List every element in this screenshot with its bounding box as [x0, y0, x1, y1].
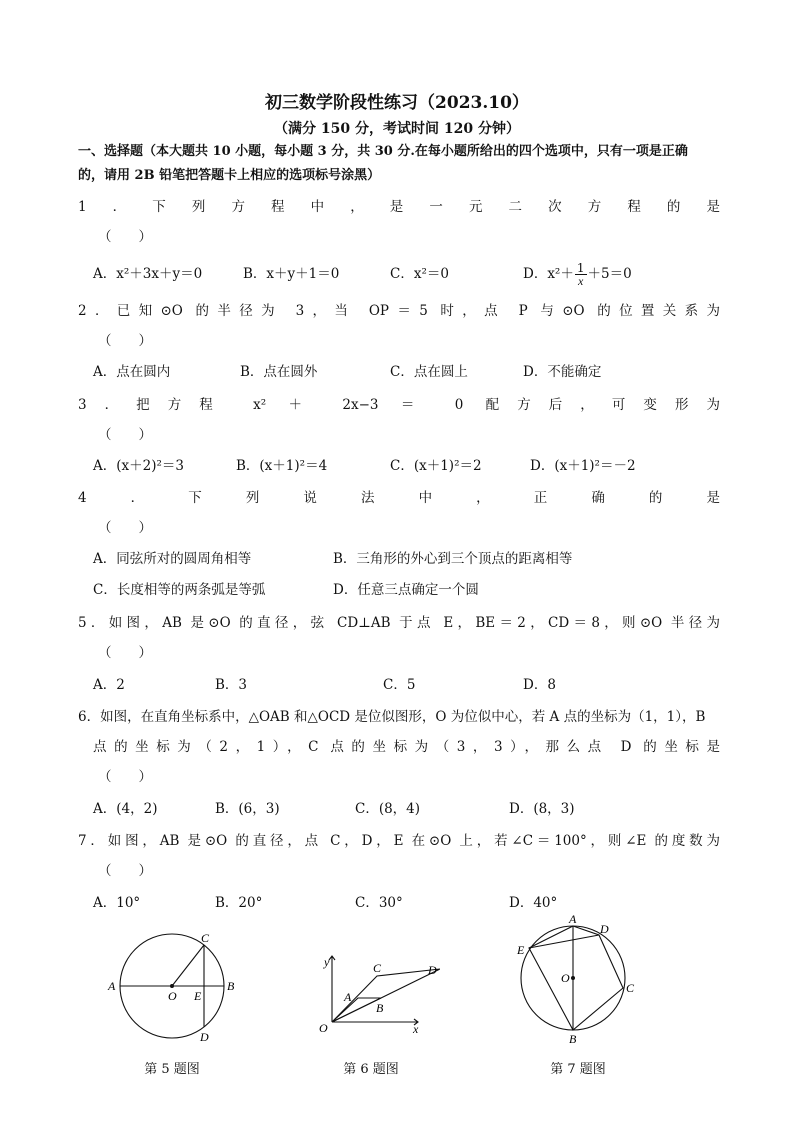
- question-5-option-d: D．8: [523, 677, 556, 693]
- question-7-option-c: C．30°: [355, 895, 403, 911]
- fig5-caption: 第 5 题图: [144, 1062, 200, 1077]
- question-1-option-d-prefix: D．x²＋: [523, 266, 574, 282]
- question-7-option-d: D．40°: [509, 895, 558, 911]
- fig5-label-d: D: [200, 1030, 209, 1044]
- question-4-stem: 4．下列说法中，正确的是: [78, 490, 720, 506]
- question-5: [78, 608, 720, 668]
- question-7-blank: （ ）: [98, 863, 152, 879]
- fig5-radius-oc: [172, 945, 204, 986]
- fig7-chord-ed: [529, 935, 599, 948]
- fig7-label-a: A: [569, 912, 577, 926]
- question-1-option-d-suffix: ＋5＝0: [587, 266, 632, 282]
- question-1-option-a: A．x²＋3x＋y＝0: [93, 266, 203, 282]
- fig5-label-b: B: [227, 979, 235, 993]
- question-7: [78, 826, 720, 886]
- fig7-label-d: D: [600, 922, 609, 936]
- question-6-option-c: C．(8，4): [355, 801, 421, 817]
- question-5-blank: （ ）: [98, 645, 152, 661]
- question-1-options: [93, 262, 723, 286]
- fraction: [575, 262, 587, 287]
- question-6-blank: （ ）: [98, 769, 152, 785]
- fig7-label-o: O: [561, 971, 570, 985]
- question-4-option-b: B．三角形的外心到三个顶点的距离相等: [333, 551, 573, 567]
- question-4-option-d: D．任意三点确定一个圆: [333, 582, 479, 598]
- fig5-label-e: E: [194, 989, 202, 1003]
- fig5-label-c: C: [201, 931, 210, 945]
- question-6-option-d: D．(8，3): [509, 801, 575, 817]
- fig6-label-a: A: [344, 990, 352, 1004]
- question-5-option-a: A．2: [93, 677, 125, 693]
- figure-6: [310, 950, 440, 1040]
- question-2-stem: 2．已知⊙O 的半径为 3，当 OP＝5 时，点 P 与⊙O 的位置关系为: [78, 303, 720, 319]
- fig7-caption: 第 7 题图: [550, 1062, 606, 1077]
- fig6-label-y: y: [324, 955, 330, 969]
- section-instructions: [78, 140, 720, 188]
- section-line-1: 一、选择题（本大题共 10 小题，每小题 3 分，共 30 分.在每小题所给出的四个选项中，只有一项是正确: [78, 144, 688, 159]
- question-5-option-c: C．5: [383, 677, 416, 693]
- question-3-option-a: A．(x＋2)²＝3: [93, 458, 184, 474]
- question-4-blank: （ ）: [98, 520, 152, 536]
- question-1: [78, 192, 720, 252]
- question-1-option-b: B．x＋y＋1＝0: [243, 266, 340, 282]
- fig7-pentagon: [529, 926, 623, 1030]
- question-4: [78, 483, 720, 543]
- question-1-stem: 1．下列方程中，是一元二次方程的是: [78, 199, 720, 215]
- fraction-denominator: x: [578, 274, 584, 288]
- fig6-caption: 第 6 题图: [343, 1062, 399, 1077]
- question-3-options: [93, 454, 723, 478]
- question-7-option-b: B．20°: [215, 895, 263, 911]
- question-6: [78, 702, 720, 792]
- page-title: 初三数学阶段性练习（2023.10）: [265, 93, 529, 113]
- fraction-numerator: 1: [576, 261, 585, 275]
- question-1-blank: （ ）: [98, 229, 152, 245]
- question-4-option-c: C．长度相等的两条弧是等弧: [93, 582, 266, 598]
- section-line-2: 的，请用 2B 铅笔把答题卡上相应的选项标号涂黑）: [78, 168, 381, 183]
- question-2-options: [93, 360, 723, 384]
- question-2-option-c: C．点在圆上: [390, 364, 468, 380]
- question-3-option-b: B．(x＋1)²＝4: [236, 458, 328, 474]
- question-2-option-b: B．点在圆外: [240, 364, 318, 380]
- fig7-label-e: E: [517, 943, 525, 957]
- question-6-option-b: B．(6，3): [215, 801, 280, 817]
- figure-5: [100, 925, 250, 1045]
- question-5-options: [93, 673, 723, 697]
- question-3-option-c: C．(x＋1)²＝2: [390, 458, 482, 474]
- fig5-center-dot: [170, 984, 174, 988]
- question-5-stem: 5．如图，AB 是⊙O 的直径，弦 CD⊥AB 于点 E，BE＝2，CD＝8，则⊙O 半径为: [78, 615, 720, 631]
- figure-7: [505, 912, 645, 1047]
- question-1-option-d: [523, 262, 632, 287]
- question-3-option-d: D．(x＋1)²＝－2: [530, 458, 636, 474]
- page-subtitle: （满分 150 分，考试时间 120 分钟）: [274, 121, 520, 137]
- question-2: [78, 296, 720, 356]
- fig6-label-d: D: [428, 963, 437, 977]
- question-2-option-d: D．不能确定: [523, 364, 602, 380]
- question-7-option-a: A．10°: [93, 895, 141, 911]
- fig6-label-c: C: [373, 961, 382, 975]
- fig7-label-b: B: [569, 1032, 577, 1046]
- question-1-option-c: C．x²＝0: [390, 266, 449, 282]
- fig5-label-a: A: [108, 979, 116, 993]
- fig5-label-o: O: [168, 989, 177, 1003]
- fig7-center-dot: [571, 976, 575, 980]
- question-6-line-1: 6．如图，在直角坐标系中，△OAB 和△OCD 是位似图形，O 为位似中心，若 A 点的坐标为（1，1），B: [78, 709, 706, 725]
- question-4-options-row-2: [93, 578, 723, 602]
- question-4-options-row-1: [93, 547, 723, 571]
- question-4-option-a: A．同弦所对的圆周角相等: [93, 551, 252, 567]
- question-3-blank: （ ）: [98, 427, 152, 443]
- question-6-options: [93, 797, 723, 821]
- question-3-stem: 3．把方程 x² ＋ 2x−3 ＝ 0 配方后，可变形为: [78, 397, 720, 413]
- fig7-label-c: C: [626, 981, 635, 995]
- question-2-blank: （ ）: [98, 333, 152, 349]
- question-6-line-2: 点的坐标为（2，1），C 点的坐标为（3，3），那么点 D 的坐标是: [93, 739, 720, 755]
- question-2-option-a: A．点在圆内: [93, 364, 171, 380]
- fig6-label-x: x: [413, 1022, 419, 1036]
- question-5-option-b: B．3: [215, 677, 248, 693]
- question-7-stem: 7．如图，AB 是⊙O 的直径，点 C，D，E 在⊙O 上，若∠C＝100°，则∠E 的度数为: [78, 833, 720, 849]
- question-3: [78, 390, 720, 450]
- fig6-label-o: O: [319, 1021, 328, 1035]
- question-6-option-a: A．(4，2): [93, 801, 158, 817]
- fig6-label-b: B: [376, 1001, 384, 1015]
